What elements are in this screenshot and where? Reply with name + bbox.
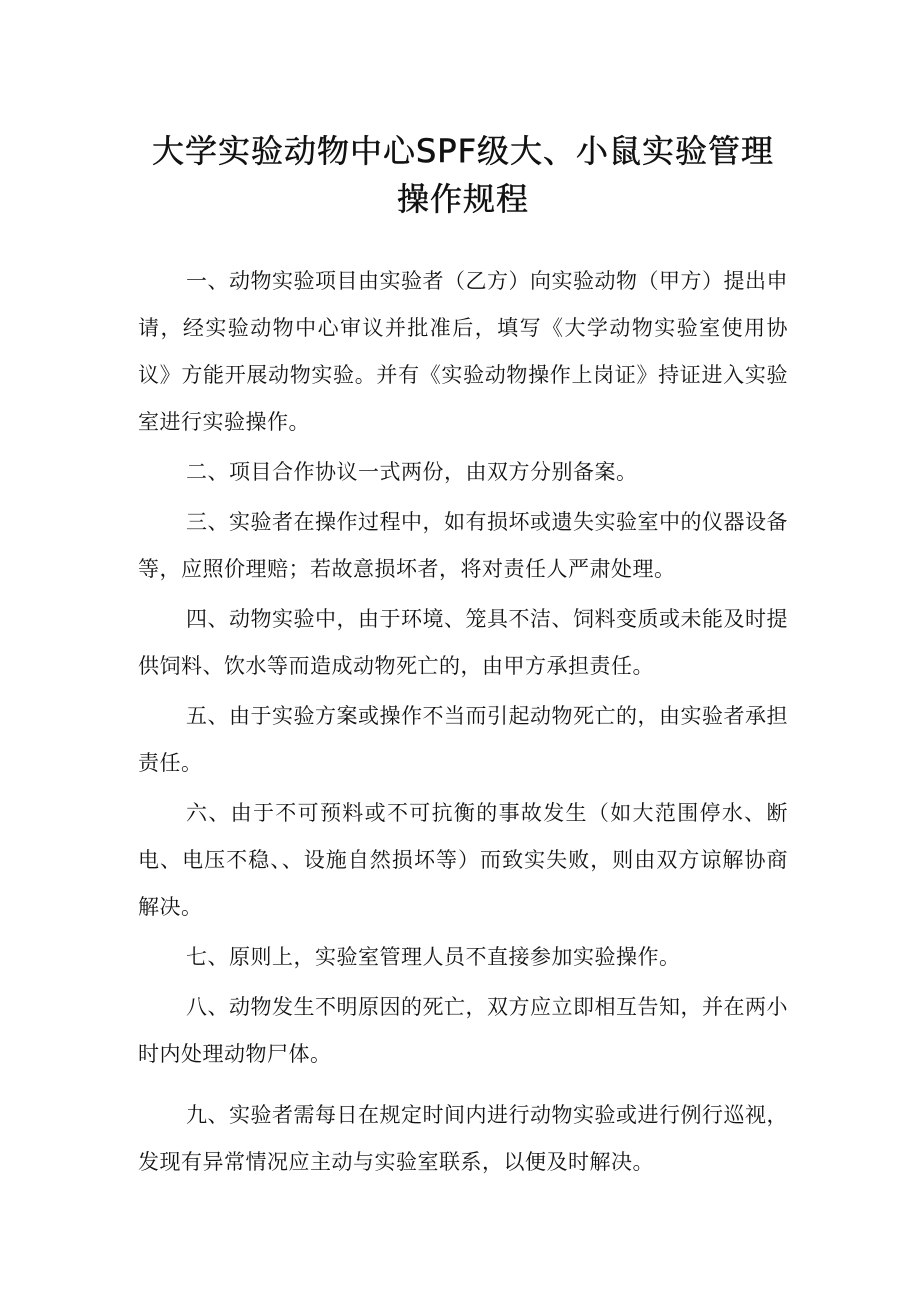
title-line-2: 操作规程 bbox=[396, 180, 529, 218]
clause-1: 一、动物实验项目由实验者（乙方）向实验动物（甲方）提出申请，经实验动物中心审议并批准后，填写《大学动物实验室使用协议》方能开展动物实验。并有《实验动物操作上岗证》持证进入实验室进行实验操作。 bbox=[138, 269, 788, 434]
clause-6: 六、由于不可预料或不可抗衡的事故发生（如大范围停水、断电、电压不稳、、设施自然损坏等）而致实失败，则由双方谅解协商解决。 bbox=[138, 801, 788, 919]
document-title bbox=[138, 0, 788, 223]
title-line-1: 大学实验动物中心SPF级大、小鼠实验管理 bbox=[151, 132, 775, 170]
clause-7: 七、原则上，实验室管理人员不直接参加实验操作。 bbox=[186, 945, 681, 969]
clause-8: 八、动物发生不明原因的死亡，双方应立即相互告知，并在两小时内处理动物尸体。 bbox=[138, 995, 788, 1066]
clause-3: 三、实验者在操作过程中，如有损坏或遗失实验室中的仪器设备等，应照价理赔；若故意损坏者，将对责任人严肃处理。 bbox=[138, 510, 788, 581]
clause-4: 四、动物实验中，由于环境、笼具不洁、饲料变质或未能及时提供饲料、饮水等而造成动物死亡的，由甲方承担责任。 bbox=[138, 607, 788, 678]
clause-5: 五、由于实验方案或操作不当而引起动物死亡的，由实验者承担责任。 bbox=[138, 704, 788, 775]
clause-list bbox=[138, 258, 788, 1186]
clause-2: 二、项目合作协议一式两份，由双方分别备案。 bbox=[186, 460, 638, 484]
clause-9: 九、实验者需每日在规定时间内进行动物实验或进行例行巡视，发现有异常情况应主动与实验室联系，以便及时解决。 bbox=[138, 1103, 788, 1174]
